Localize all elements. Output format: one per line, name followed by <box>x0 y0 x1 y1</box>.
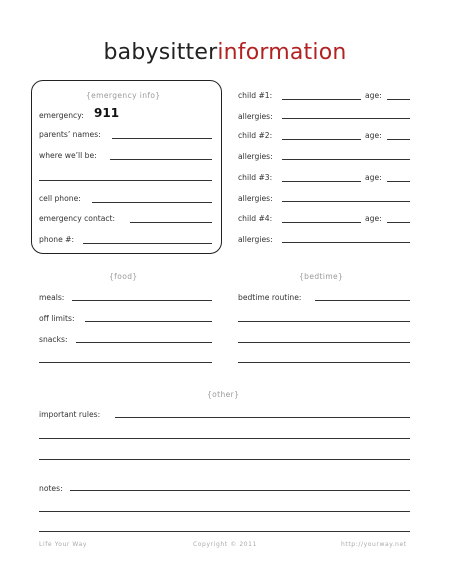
phone-field[interactable] <box>83 243 212 244</box>
phone-label: phone #: <box>39 235 75 244</box>
child-2-age-field[interactable] <box>387 139 410 140</box>
notes-line-2[interactable] <box>39 511 410 512</box>
snacks-field[interactable] <box>76 342 212 343</box>
child-3-age-label: age: <box>365 173 382 182</box>
emergency-number: 911 <box>94 106 120 120</box>
child-1-allergies-label: allergies: <box>238 112 273 121</box>
food-heading: {food} <box>109 272 138 281</box>
emergency-label: emergency: <box>39 111 84 120</box>
child-1-field[interactable] <box>282 99 361 100</box>
rules-line-3[interactable] <box>39 459 410 460</box>
child-4-allergies-label: allergies: <box>238 235 273 244</box>
bedtime-heading: {bedtime} <box>299 272 344 281</box>
child-4-age-label: age: <box>365 214 382 223</box>
where-extra-field[interactable] <box>39 180 212 181</box>
important-rules-label: important rules: <box>39 410 101 419</box>
child-4-allergies-field[interactable] <box>282 242 410 243</box>
other-heading: {other} <box>207 390 240 399</box>
title-part-babysitter: babysitter <box>103 40 218 65</box>
footer-left: Life Your Way <box>39 541 88 548</box>
bedtime-line-3[interactable] <box>238 342 410 343</box>
meals-field[interactable] <box>72 300 212 301</box>
meals-label: meals: <box>39 293 65 302</box>
cell-phone-label: cell phone: <box>39 194 81 203</box>
title-part-information: information <box>217 40 347 65</box>
off-limits-label: off limits: <box>39 314 75 323</box>
parents-names-field[interactable] <box>112 138 212 139</box>
emergency-contact-field[interactable] <box>130 222 212 223</box>
child-1-label: child #1: <box>238 91 273 100</box>
cell-phone-field[interactable] <box>92 202 212 203</box>
child-2-field[interactable] <box>282 139 361 140</box>
bedtime-line-4[interactable] <box>238 362 410 363</box>
child-2-age-label: age: <box>365 131 382 140</box>
notes-label: notes: <box>39 484 63 493</box>
child-3-field[interactable] <box>282 181 361 182</box>
child-1-age-field[interactable] <box>387 99 410 100</box>
child-1-age-label: age: <box>365 91 382 100</box>
emergency-info-box <box>31 80 222 254</box>
emergency-contact-label: emergency contact: <box>39 214 116 223</box>
bedtime-line-2[interactable] <box>238 321 410 322</box>
child-4-age-field[interactable] <box>387 222 410 223</box>
where-label: where we’ll be: <box>39 151 97 160</box>
child-4-label: child #4: <box>238 214 273 223</box>
child-2-allergies-field[interactable] <box>282 159 410 160</box>
child-3-age-field[interactable] <box>387 181 410 182</box>
child-2-allergies-label: allergies: <box>238 152 273 161</box>
notes-line-3[interactable] <box>39 531 410 532</box>
child-4-field[interactable] <box>282 222 361 223</box>
off-limits-field[interactable] <box>85 321 212 322</box>
emergency-info-heading: {emergency info} <box>86 91 161 100</box>
parents-names-label: parents’ names: <box>39 130 101 139</box>
child-2-label: child #2: <box>238 131 273 140</box>
child-1-allergies-field[interactable] <box>282 118 410 119</box>
important-rules-field[interactable] <box>115 417 410 418</box>
footer-copyright: Copyright © 2011 <box>193 541 258 548</box>
bedtime-routine-label: bedtime routine: <box>238 293 302 302</box>
rules-line-2[interactable] <box>39 438 410 439</box>
child-3-allergies-label: allergies: <box>238 194 273 203</box>
footer-url: http://yourway.net <box>341 541 407 548</box>
child-3-label: child #3: <box>238 173 273 182</box>
bedtime-routine-field[interactable] <box>315 300 410 301</box>
where-field[interactable] <box>110 159 212 160</box>
page-title <box>0 40 450 65</box>
child-3-allergies-field[interactable] <box>282 201 410 202</box>
food-extra-field[interactable] <box>39 362 212 363</box>
notes-field[interactable] <box>70 490 410 491</box>
snacks-label: snacks: <box>39 335 68 344</box>
